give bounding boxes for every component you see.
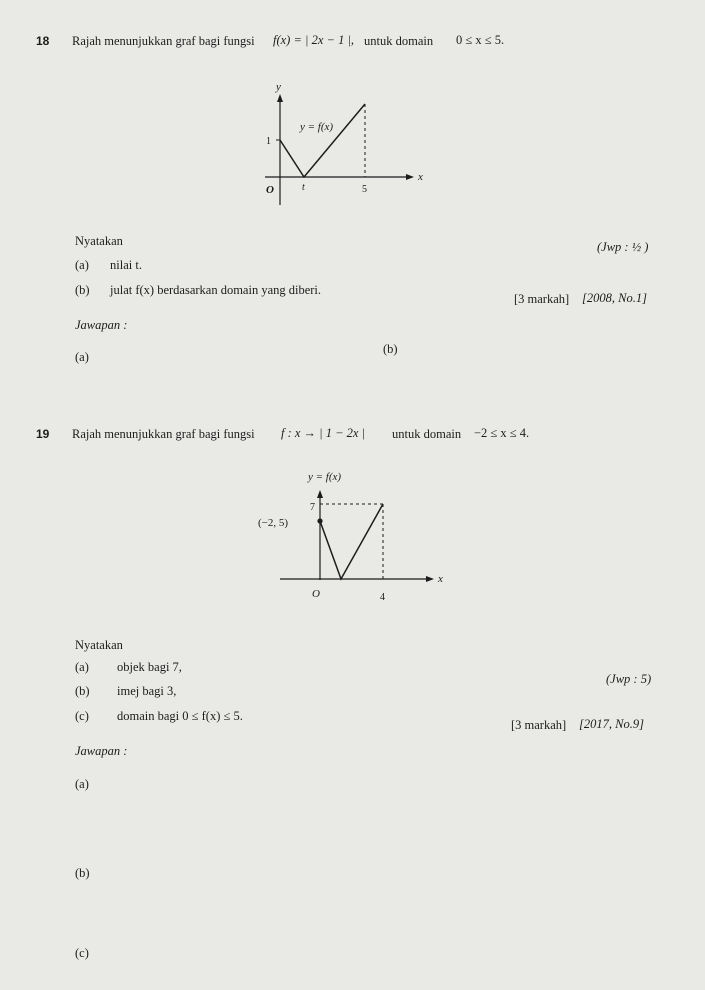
question-18-nyatakan: Nyatakan — [75, 234, 123, 248]
q19-point — [317, 518, 322, 523]
question-18-answer-b: (b) — [383, 342, 398, 356]
question-19-part-b: imej bagi 3, — [117, 684, 177, 698]
question-19-number: 19 — [36, 427, 50, 441]
question-19-part-a: objek bagi 7, — [117, 660, 182, 674]
question-19-text: Rajah menunjukkan graf bagi fungsi — [72, 427, 255, 441]
q19-curve-label: y = f(x) — [308, 471, 342, 483]
q18-y-label: y — [276, 81, 281, 93]
question-18-part-a-label: (a) — [75, 258, 89, 272]
question-18-text: Rajah menunjukkan graf bagi fungsi — [72, 34, 255, 48]
q19-curve — [320, 504, 383, 579]
question-18-part-a: nilai t. — [110, 258, 142, 272]
q18-x-label: x — [418, 171, 423, 183]
q19-tick-4: 4 — [380, 592, 385, 603]
question-18-graph — [230, 80, 430, 210]
question-19-answer-c: (c) — [75, 946, 89, 960]
question-19-graph — [250, 460, 450, 605]
question-18-domain-text: untuk domain — [364, 34, 434, 48]
question-19-part-c-label: (c) — [75, 709, 89, 723]
question-19-source: [2017, No.9] — [579, 717, 644, 731]
question-18-part-b-label: (b) — [75, 283, 90, 297]
question-18-number: 18 — [36, 34, 50, 48]
question-19-marks: [3 markah] — [511, 718, 567, 732]
q19-tick-7: 7 — [310, 502, 315, 513]
question-18-marks: [3 markah] — [514, 292, 570, 306]
question-18-domain: 0 ≤ x ≤ 5. — [456, 33, 505, 47]
q18-origin-label: O — [266, 184, 274, 196]
q18-tick-t: t — [302, 182, 305, 193]
question-19-function: f : x → | 1 − 2x | — [281, 426, 366, 440]
question-19-hint: (Jwp : 5) — [606, 672, 652, 686]
q19-origin-label: O — [312, 588, 320, 600]
q18-tick-5: 5 — [362, 184, 367, 195]
question-19-answer-a: (a) — [75, 777, 89, 791]
q19-x-arrow-icon — [426, 576, 434, 582]
question-18-hint: (Jwp : ½ ) — [597, 240, 649, 254]
q18-curve-label: y = f(x) — [300, 121, 334, 133]
question-18-part-b: julat f(x) berdasarkan domain yang diberi. — [110, 283, 322, 297]
question-19-domain: −2 ≤ x ≤ 4. — [474, 426, 530, 440]
question-18-source: [2008, No.1] — [582, 291, 647, 305]
question-19-domain-text: untuk domain — [392, 427, 462, 441]
question-19-part-c: domain bagi 0 ≤ f(x) ≤ 5. — [117, 709, 243, 723]
question-18-answer-a: (a) — [75, 350, 89, 364]
question-18-function: f(x) = | 2x − 1 |, — [273, 33, 355, 47]
question-19-answer-b: (b) — [75, 866, 90, 880]
question-19-nyatakan: Nyatakan — [75, 638, 123, 652]
question-19-jawapan: Jawapan : — [75, 744, 128, 758]
question-19-part-b-label: (b) — [75, 684, 90, 698]
q18-tick-1: 1 — [266, 136, 271, 147]
q19-point-label: (−2, 5) — [258, 517, 289, 529]
q19-y-arrow-icon — [317, 490, 323, 498]
q18-x-arrow-icon — [406, 174, 414, 180]
question-19-part-a-label: (a) — [75, 660, 89, 674]
question-18-jawapan: Jawapan : — [75, 318, 128, 332]
q19-x-label: x — [438, 573, 443, 585]
q18-curve — [280, 104, 365, 177]
q18-y-arrow-icon — [277, 94, 283, 102]
